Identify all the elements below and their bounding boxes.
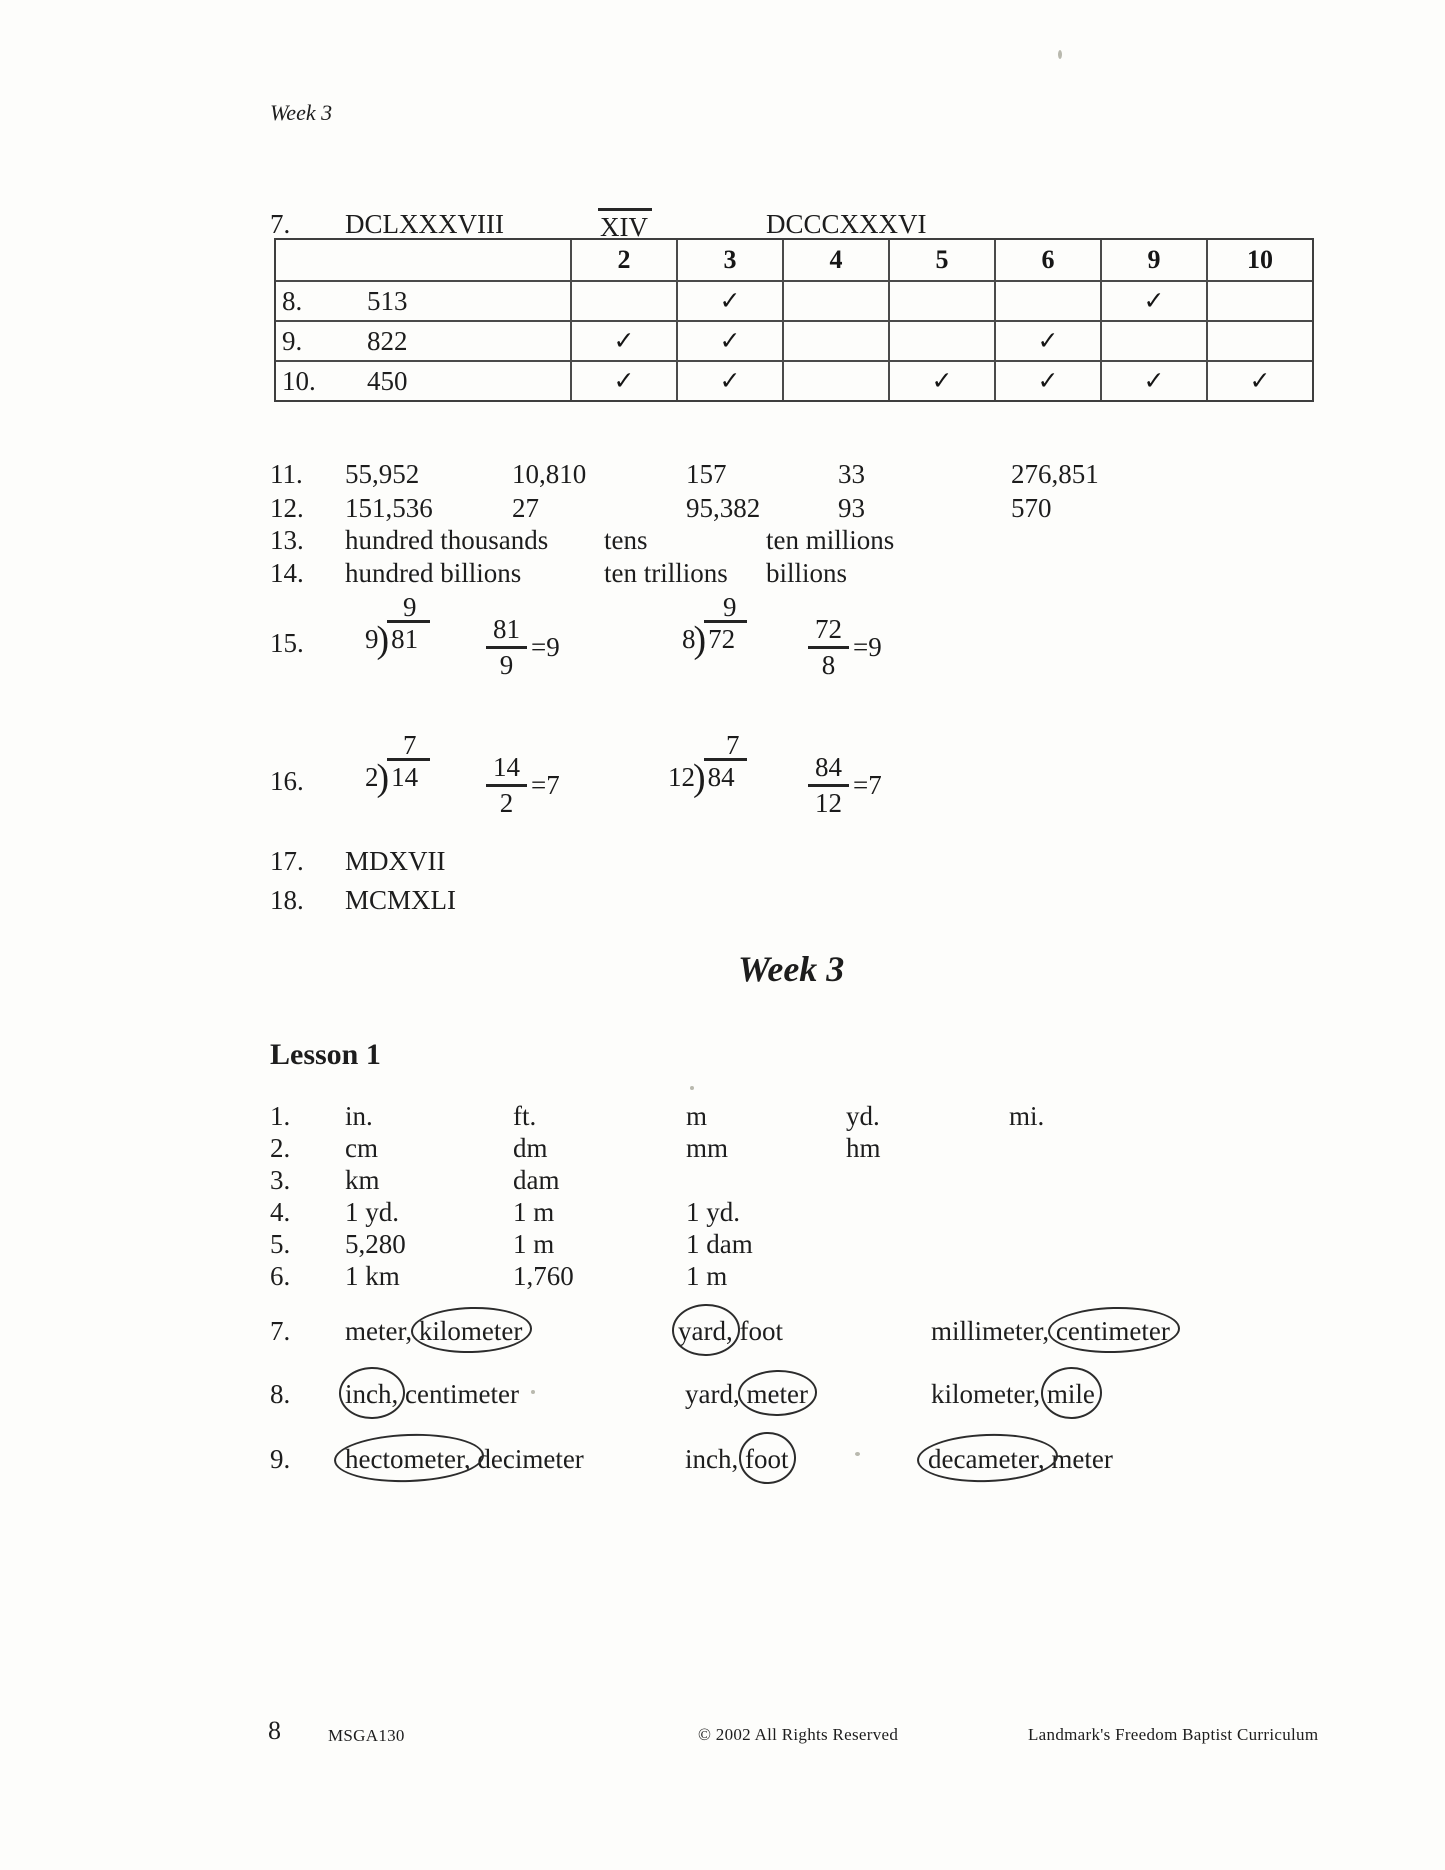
answer: 1 m: [513, 1229, 555, 1259]
division-dividend: 72: [704, 620, 747, 654]
fraction: [486, 752, 527, 819]
answer: 1 m: [686, 1261, 728, 1291]
answer: 1 yd.: [686, 1197, 740, 1227]
fraction-equation: [486, 614, 560, 681]
table-header-cell: 10: [1206, 240, 1312, 280]
check-cell: ✓: [1206, 360, 1312, 400]
lesson-item-7-row: [0, 1315, 1445, 1351]
answer: 1 km: [345, 1261, 400, 1291]
item-11-row: [0, 458, 1445, 494]
answer-group: [931, 1315, 1170, 1349]
check-cell: [888, 320, 994, 360]
answer: 33: [838, 459, 865, 489]
fraction-equation: [486, 752, 560, 819]
answer: 93: [838, 493, 865, 523]
item-number: 9.: [270, 1444, 291, 1474]
lesson-item-9-row: [0, 1443, 1445, 1479]
check-cell: ✓: [994, 360, 1100, 400]
equals-value: =7: [853, 770, 882, 801]
long-division: [682, 592, 747, 662]
circled-answer: decameter,: [928, 1443, 1045, 1477]
answer-text: kilometer,: [931, 1379, 1047, 1409]
quotient-spacer: [682, 592, 723, 622]
answer: ten trillions: [604, 558, 728, 588]
item-number: 16.: [270, 766, 304, 796]
row-number: 9.: [282, 326, 303, 356]
item-number: 11.: [270, 459, 303, 489]
answer: 27: [512, 493, 539, 523]
fraction-numerator: 81: [486, 614, 527, 649]
check-cell: ✓: [676, 280, 782, 320]
answer: 95,382: [686, 493, 761, 523]
table-row-label: [276, 360, 570, 400]
table-header-cell: 3: [676, 240, 782, 280]
division-dividend: 81: [387, 620, 430, 654]
answer: cm: [345, 1133, 378, 1163]
long-division: [365, 592, 430, 662]
table-header-cell: 2: [570, 240, 676, 280]
item-number: 3.: [270, 1165, 291, 1195]
copyright-notice: © 2002 All Rights Reserved: [698, 1725, 899, 1744]
circled-answer: mile: [1047, 1378, 1095, 1412]
answer: mm: [686, 1133, 729, 1163]
answer: billions: [766, 558, 848, 588]
answer: 1,760: [513, 1261, 574, 1291]
answer: ten millions: [766, 525, 895, 555]
scan-speck: [531, 1390, 535, 1394]
check-cell: [782, 360, 888, 400]
division-divisor: 8: [682, 624, 696, 655]
fraction-denominator: 8: [821, 650, 836, 681]
check-cell: [570, 280, 676, 320]
circled-answer: inch,: [345, 1378, 398, 1412]
divisibility-table: [274, 238, 1314, 402]
item-number: 8.: [270, 1379, 291, 1409]
scan-speck: [1058, 50, 1062, 59]
fraction-denominator: 9: [499, 650, 514, 681]
quotient-spacer: [365, 730, 403, 760]
lesson-row-3: [0, 1164, 1445, 1200]
answer-text: meter: [1044, 1444, 1113, 1474]
division-dividend: 14: [387, 758, 430, 792]
answer: km: [345, 1165, 380, 1195]
item-number: 7.: [270, 209, 291, 239]
division-divisor: 12: [668, 762, 695, 793]
division-bracket: ): [693, 619, 707, 662]
answer: dam: [513, 1165, 560, 1195]
row-value: 822: [367, 326, 408, 356]
running-head-week: Week 3: [270, 100, 333, 125]
item-number: 14.: [270, 558, 304, 588]
lesson-row-4: [0, 1196, 1445, 1232]
circled-answer: hectometer,: [345, 1443, 471, 1477]
table-row-label: [276, 320, 570, 360]
answer: mi.: [1009, 1101, 1045, 1131]
roman-answer-3: DCCCXXXVI: [766, 209, 927, 239]
answer-text: yard,: [685, 1379, 747, 1409]
fraction-equation: [808, 752, 882, 819]
division-dividend: 84: [704, 758, 747, 792]
item-number: 13.: [270, 525, 304, 555]
fraction-numerator: 84: [808, 752, 849, 787]
roman-answer: MCMXLI: [345, 885, 457, 915]
lesson-row-1: [0, 1100, 1445, 1136]
lesson-row-6: [0, 1260, 1445, 1296]
fraction-denominator: 12: [815, 788, 842, 819]
check-cell: [994, 280, 1100, 320]
answer: hundred thousands: [345, 525, 549, 555]
equals-value: =7: [531, 770, 560, 801]
answer: dm: [513, 1133, 548, 1163]
answer-text: meter,: [345, 1316, 419, 1346]
lesson-row-5: [0, 1228, 1445, 1264]
check-cell: ✓: [676, 360, 782, 400]
answer: tens: [604, 525, 648, 555]
item-17-row: [0, 845, 1445, 881]
roman-answer-2-overlined: XIV: [598, 208, 652, 245]
page-number: 8: [268, 1716, 281, 1745]
table-row-label: [276, 280, 570, 320]
division-divisor: 9: [365, 624, 379, 655]
answer: 570: [1011, 493, 1052, 523]
division-bracket: ): [693, 757, 706, 800]
answer: m: [686, 1101, 708, 1131]
equals-value: =9: [853, 632, 882, 663]
row-value: 450: [367, 366, 408, 396]
table-header-cell: 5: [888, 240, 994, 280]
roman-answer-1: DCLXXXVIII: [345, 209, 504, 239]
answer-group: [345, 1315, 522, 1349]
row-value: 513: [367, 286, 408, 316]
item-13-row: [0, 524, 1445, 560]
roman-answer: MDXVII: [345, 846, 446, 876]
long-division: [668, 730, 747, 800]
division-quotient: 7: [726, 730, 740, 760]
circled-answer: meter: [746, 1378, 807, 1412]
division-quotient: 9: [723, 592, 737, 622]
answer-group: [685, 1378, 808, 1412]
item-number: 2.: [270, 1133, 291, 1163]
fraction-equation: [808, 614, 882, 681]
item-number: 5.: [270, 1229, 291, 1259]
fraction-numerator: 14: [486, 752, 527, 787]
answer: 5,280: [345, 1229, 406, 1259]
table-header-cell: 4: [782, 240, 888, 280]
answer: yd.: [846, 1101, 880, 1131]
check-cell: [1100, 320, 1206, 360]
answer: in.: [345, 1101, 373, 1131]
scan-speck: [855, 1452, 860, 1456]
check-cell: ✓: [1100, 360, 1206, 400]
answer: 1 yd.: [345, 1197, 399, 1227]
item-number: 18.: [270, 885, 304, 915]
item-number: 7.: [270, 1316, 291, 1346]
week-3-heading: Week 3: [738, 949, 845, 989]
division-divisor: 2: [365, 762, 379, 793]
fraction: [486, 614, 527, 681]
item-14-row: [0, 557, 1445, 593]
answer-group: [931, 1378, 1095, 1412]
item-number: 6.: [270, 1261, 291, 1291]
fraction-numerator: 72: [808, 614, 849, 649]
item-18-row: [0, 884, 1445, 920]
check-cell: ✓: [994, 320, 1100, 360]
lesson-row-2: [0, 1132, 1445, 1168]
check-cell: [782, 280, 888, 320]
answer-text: inch,: [685, 1444, 745, 1474]
answer: 1 dam: [686, 1229, 753, 1259]
check-cell: ✓: [676, 320, 782, 360]
item-number: 4.: [270, 1197, 291, 1227]
long-division: [365, 730, 430, 800]
check-cell: [782, 320, 888, 360]
answer: ft.: [513, 1101, 537, 1131]
check-cell: ✓: [570, 360, 676, 400]
answer-group: [345, 1443, 584, 1477]
answer-group: [678, 1315, 783, 1349]
answer: 151,536: [345, 493, 433, 523]
equals-value: =9: [531, 632, 560, 663]
table-header-cell: 6: [994, 240, 1100, 280]
lesson-item-8-row: [0, 1378, 1445, 1414]
circled-answer: kilometer: [419, 1315, 522, 1349]
check-cell: [1206, 280, 1312, 320]
division-quotient: 9: [403, 592, 417, 622]
item-number: 1.: [270, 1101, 291, 1131]
answer: hm: [846, 1133, 881, 1163]
check-cell: [888, 280, 994, 320]
check-cell: [1206, 320, 1312, 360]
publisher-name: Landmark's Freedom Baptist Curriculum: [1028, 1725, 1319, 1744]
division-bracket: ): [376, 619, 390, 662]
row-number: 10.: [282, 366, 316, 396]
check-cell: ✓: [888, 360, 994, 400]
answer: 276,851: [1011, 459, 1099, 489]
answer: 55,952: [345, 459, 420, 489]
item-12-row: [0, 492, 1445, 528]
answer: 157: [686, 459, 727, 489]
answer: 1 m: [513, 1197, 555, 1227]
table-corner-cell: [276, 240, 570, 280]
answer-text: decimeter: [470, 1444, 584, 1474]
item-number: 12.: [270, 493, 304, 523]
circled-answer: centimeter: [1056, 1315, 1170, 1349]
course-code: MSGA130: [328, 1726, 405, 1745]
check-cell: ✓: [1100, 280, 1206, 320]
circled-answer: foot: [745, 1443, 789, 1477]
answer-group: [685, 1443, 789, 1477]
answer-text: centimeter: [398, 1379, 519, 1409]
division-bracket: ): [376, 757, 390, 800]
quotient-spacer: [668, 730, 726, 760]
answer: hundred billions: [345, 558, 522, 588]
fraction-denominator: 2: [499, 788, 514, 819]
row-number: 8.: [282, 286, 303, 316]
table-header-cell: 9: [1100, 240, 1206, 280]
answer-text: millimeter,: [931, 1316, 1056, 1346]
circled-answer: yard,: [678, 1315, 733, 1349]
check-cell: ✓: [570, 320, 676, 360]
answer-group: [345, 1378, 519, 1412]
answer: 10,810: [512, 459, 587, 489]
lesson-1-heading: Lesson 1: [270, 1038, 381, 1071]
quotient-spacer: [365, 592, 403, 622]
division-quotient: 7: [403, 730, 417, 760]
fraction: [808, 614, 849, 681]
answer-group: [928, 1443, 1113, 1477]
scan-speck: [690, 1086, 694, 1090]
fraction: [808, 752, 849, 819]
answer-text: foot: [732, 1316, 783, 1346]
item-number: 15.: [270, 628, 304, 658]
item-number: 17.: [270, 846, 304, 876]
